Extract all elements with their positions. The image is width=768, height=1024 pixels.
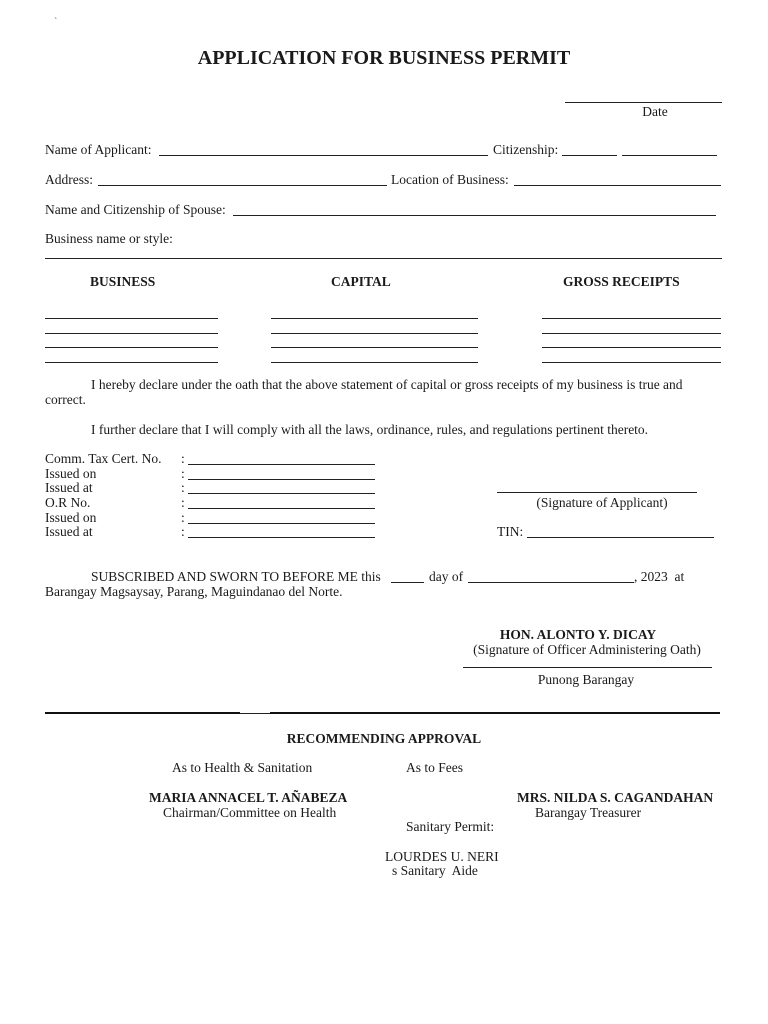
business-name-blank <box>45 258 722 259</box>
officer-name: HON. ALONTO Y. DICAY <box>499 627 657 642</box>
treasurer-name: MRS. NILDA S. CAGANDAHAN <box>517 790 714 805</box>
officer-signature-line <box>463 667 712 668</box>
health-sanitation-label: As to Health & Sanitation <box>172 760 313 775</box>
address-blank <box>98 185 387 186</box>
divider-segment-2 <box>240 713 270 714</box>
applicant-name-label: Name of Applicant: <box>45 142 152 157</box>
sworn-day-of-text: day of <box>429 569 464 584</box>
officer-title: Punong Barangay <box>537 672 635 687</box>
business-name-label: Business name or style: <box>45 231 173 246</box>
date-blank-line <box>565 102 722 103</box>
health-officer-title: Chairman/Committee on Health <box>163 805 337 820</box>
location-of-business-label: Location of Business: <box>391 172 509 187</box>
applicant-signature-label: (Signature of Applicant) <box>536 495 668 510</box>
business-line-1 <box>45 318 218 319</box>
health-officer-name: MARIA ANNACEL T. AÑABEZA <box>149 790 348 805</box>
oath-declaration-line-1: I hereby declare under the oath that the above statement of capital or gross receipts of my business is true and <box>91 377 683 392</box>
business-line-4 <box>45 362 218 363</box>
tax-field-label: Issued on <box>45 466 97 481</box>
tax-field-separator: : <box>181 451 185 466</box>
tax-field-separator: : <box>181 524 185 539</box>
oath-declaration-line-2: correct. <box>45 392 86 407</box>
comm-tax-cert-blank <box>188 464 375 465</box>
treasurer-title: Barangay Treasurer <box>535 805 642 820</box>
applicant-name-blank <box>159 155 488 156</box>
officer-signature-label: (Signature of Officer Administering Oath) <box>473 642 701 657</box>
tax-field-label: O.R No. <box>45 495 91 510</box>
spouse-blank <box>233 215 716 216</box>
or-issued-at-blank <box>188 537 375 538</box>
tax-field-label: Issued at <box>45 480 93 495</box>
capital-line-1 <box>271 318 478 319</box>
sworn-month-blank <box>468 582 634 583</box>
gross-receipts-line-2 <box>542 333 721 334</box>
gross-receipts-line-1 <box>542 318 721 319</box>
gross-receipts-column-header: GROSS RECEIPTS <box>563 274 680 289</box>
business-line-3 <box>45 347 218 348</box>
gross-receipts-line-4 <box>542 362 721 363</box>
tax-field-separator: : <box>181 510 185 525</box>
divider-segment-1 <box>45 712 240 714</box>
address-label: Address: <box>45 172 93 187</box>
tax-field-separator: : <box>181 480 185 495</box>
tin-label: TIN: <box>497 524 524 539</box>
sworn-year-text: , 2023 at <box>634 569 685 584</box>
tax-field-separator: : <box>181 495 185 510</box>
fees-label: As to Fees <box>406 760 463 775</box>
sanitary-aide-name: LOURDES U. NERI <box>385 849 499 864</box>
capital-line-4 <box>271 362 478 363</box>
tax-field-label: Issued at <box>45 524 93 539</box>
sworn-lead-text: SUBSCRIBED AND SWORN TO BEFORE ME this <box>91 569 381 584</box>
tax-field-label: Issued on <box>45 510 97 525</box>
ctc-issued-at-blank <box>188 493 375 494</box>
page-title: APPLICATION FOR BUSINESS PERMIT <box>197 47 571 69</box>
sanitary-aide-title: s Sanitary Aide <box>392 863 478 878</box>
tax-field-separator: : <box>181 466 185 481</box>
or-number-blank <box>188 508 375 509</box>
citizenship-blank-2 <box>622 155 717 156</box>
top-corner-mark: ` <box>54 17 58 28</box>
citizenship-label: Citizenship: <box>493 142 559 157</box>
date-label: Date <box>642 104 668 119</box>
or-issued-on-blank <box>188 523 375 524</box>
citizenship-blank-1 <box>562 155 617 156</box>
gross-receipts-line-3 <box>542 347 721 348</box>
business-column-header: BUSINESS <box>90 274 156 289</box>
applicant-signature-line <box>497 492 697 493</box>
sworn-place-text: Barangay Magsaysay, Parang, Maguindanao del Norte. <box>45 584 343 599</box>
tin-blank <box>527 537 714 538</box>
location-of-business-blank <box>514 185 721 186</box>
ctc-issued-on-blank <box>188 479 375 480</box>
capital-line-2 <box>271 333 478 334</box>
capital-column-header: CAPITAL <box>331 274 391 289</box>
spouse-label: Name and Citizenship of Spouse: <box>45 202 226 217</box>
tax-field-label: Comm. Tax Cert. No. <box>45 451 162 466</box>
sanitary-permit-label: Sanitary Permit: <box>406 819 495 834</box>
recommending-approval-heading: RECOMMENDING APPROVAL <box>286 731 482 746</box>
divider-segment-3 <box>270 712 720 714</box>
business-line-2 <box>45 333 218 334</box>
sworn-day-blank <box>391 582 424 583</box>
capital-line-3 <box>271 347 478 348</box>
compliance-declaration: I further declare that I will comply with all the laws, ordinance, rules, and regulations pertinent thereto. <box>91 422 649 437</box>
